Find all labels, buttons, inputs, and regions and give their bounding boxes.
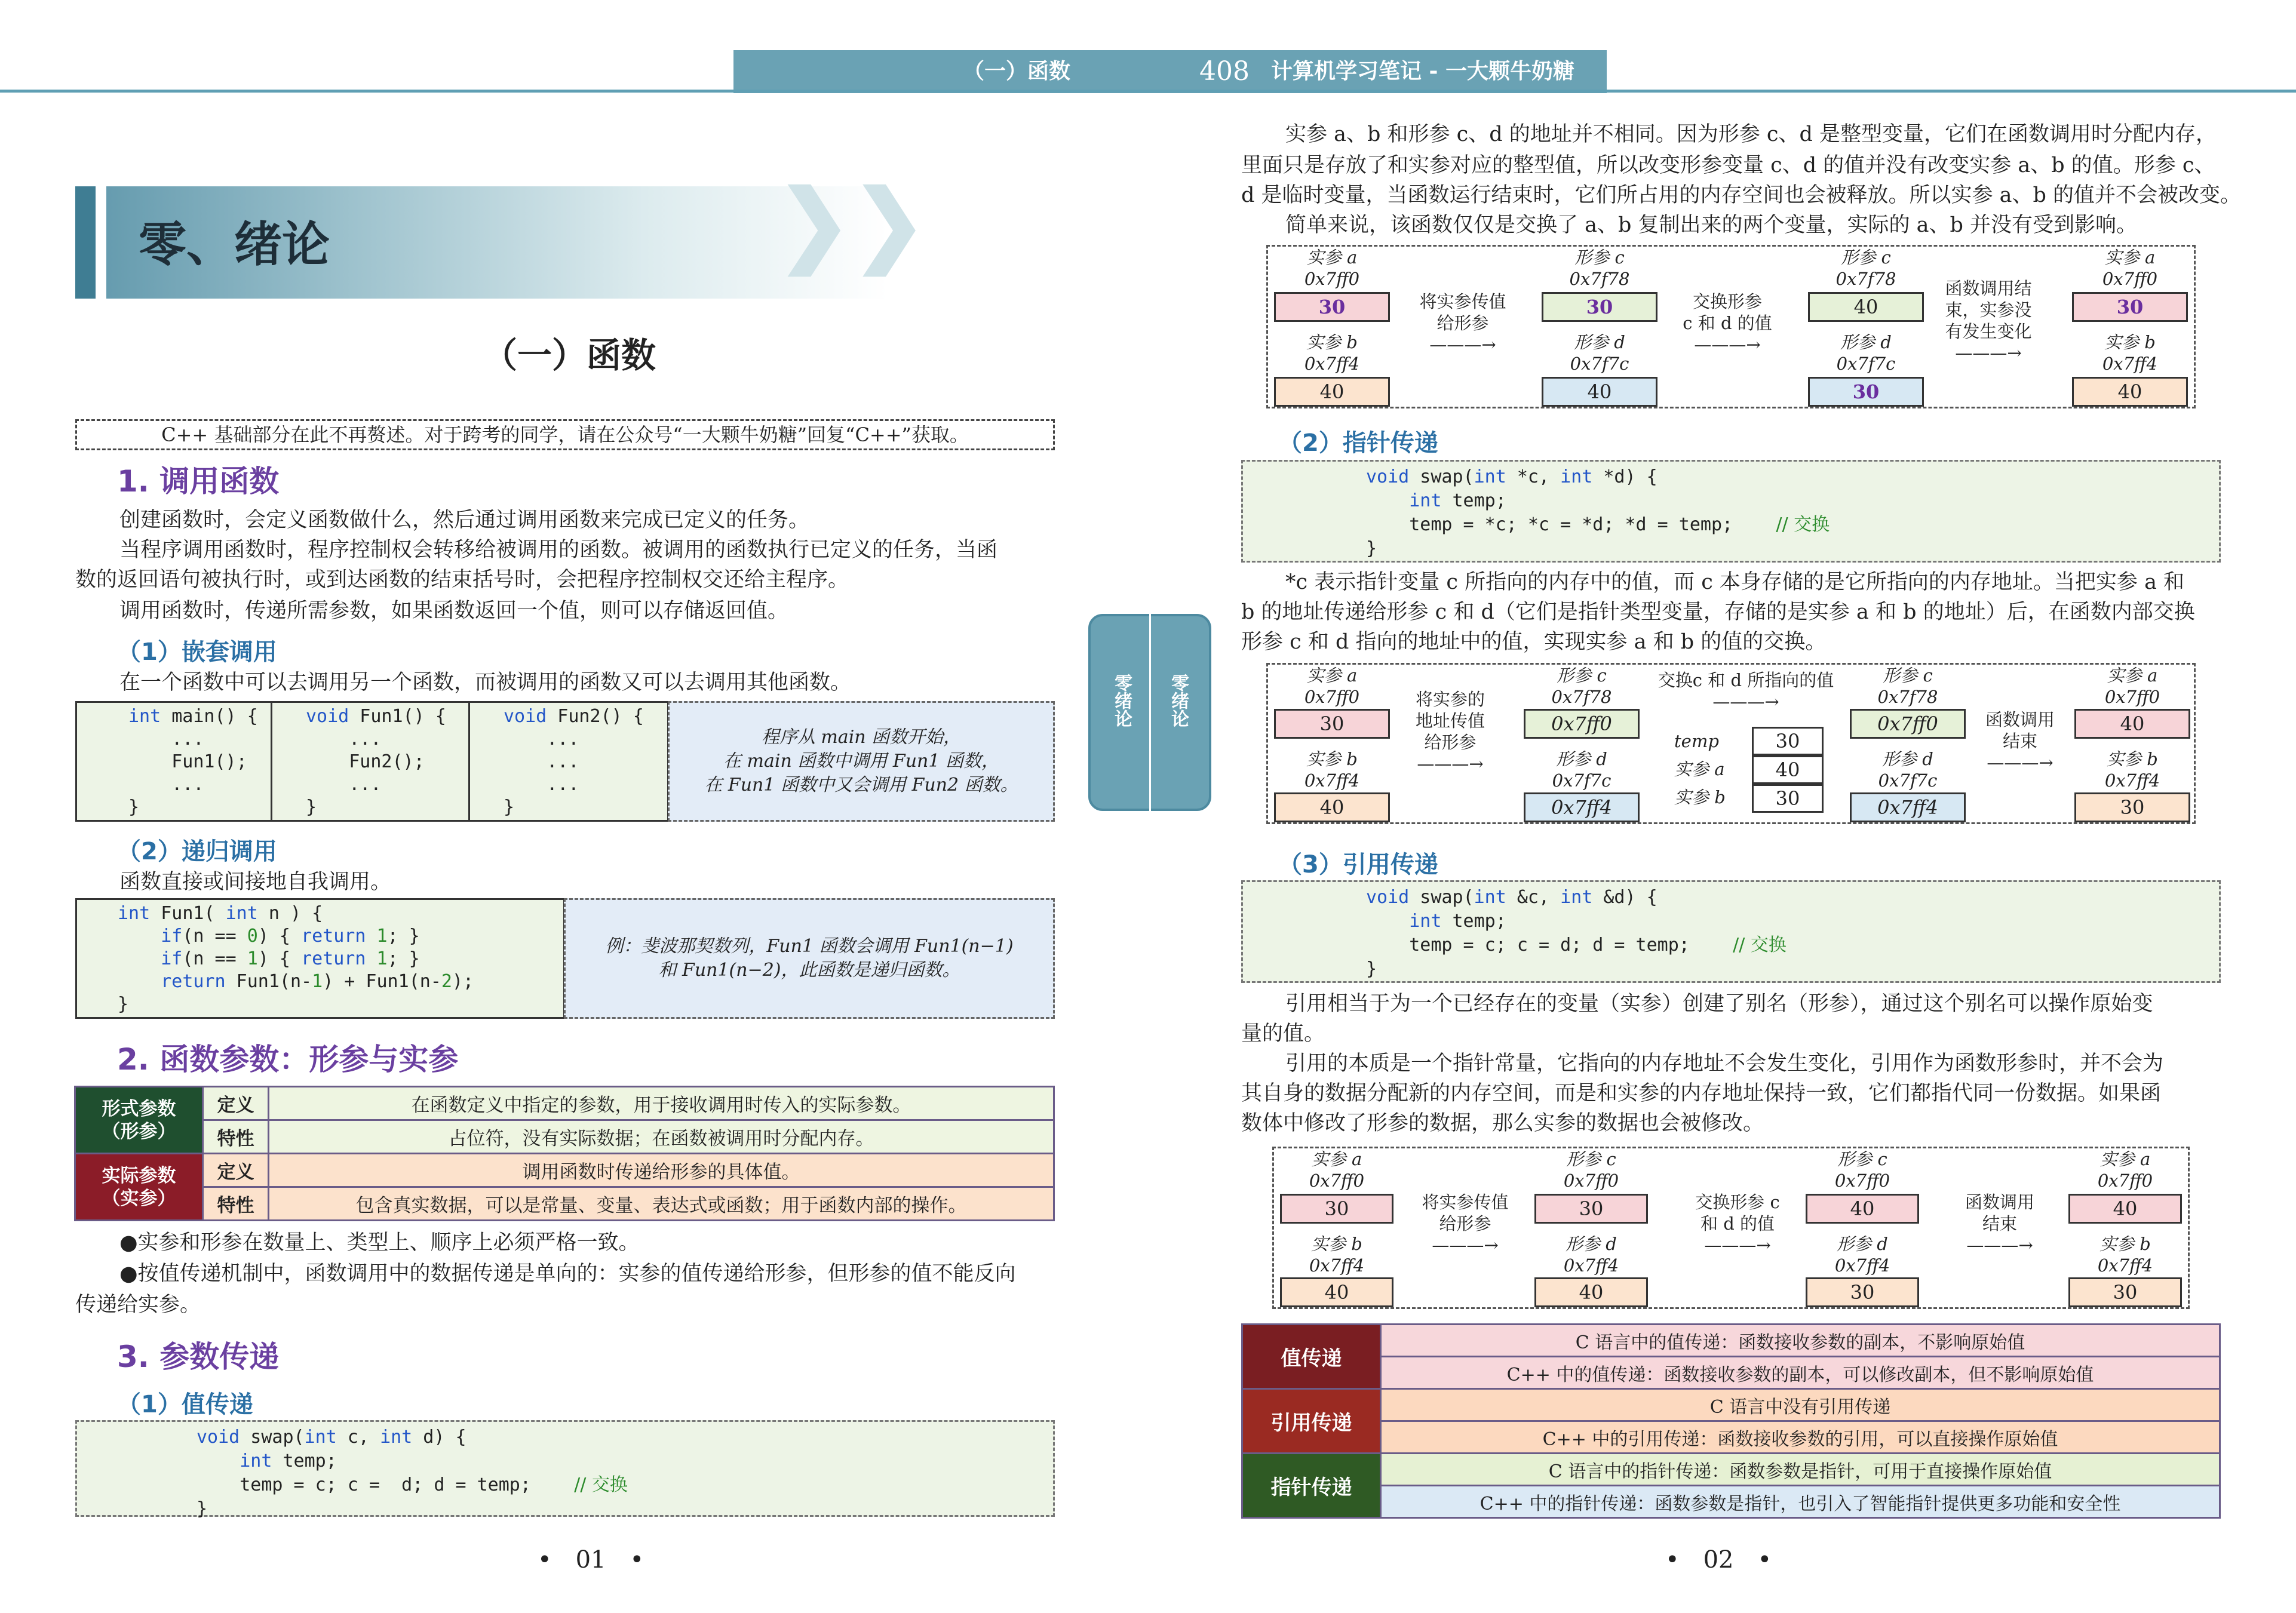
paragraph: 其自身的数据分配新的内存空间，而是和实参的内存地址保持一致，它们都指代同一份数据。如果函 xyxy=(1241,1082,2162,1105)
label-a xyxy=(1280,1148,1393,1191)
summary-table xyxy=(1241,1323,2221,1519)
step-text xyxy=(1678,1191,1797,1256)
arrow-icon: ———→ xyxy=(1712,692,1779,712)
paragraph: 形参 c 和 d 指向的地址中的值，实现实参 a 和 b 的值的交换。 xyxy=(1241,630,1827,654)
info-line: 程序从 main 函数开始， xyxy=(761,727,962,748)
value-box: 30 xyxy=(1280,1194,1393,1224)
value-box: 40 xyxy=(1806,1194,1919,1224)
info-line: 在 main 函数中调用 Fun1 函数， xyxy=(723,751,999,772)
section-title: （一）函数 xyxy=(483,335,656,376)
value-box: 30 xyxy=(1274,709,1390,739)
page-number-left: • 01 • xyxy=(538,1546,644,1574)
t: 0x7ff0 xyxy=(2102,269,2158,289)
t: 实参 a xyxy=(2107,665,2158,686)
t: 将实参传值 xyxy=(1419,291,1506,312)
t: 0x7ff0 xyxy=(1304,687,1360,707)
paragraph: 在一个函数中可以去调用另一个函数，而被调用的函数又可以去调用其他函数。 xyxy=(119,671,852,695)
summary-label-pointer: 指针传递 xyxy=(1242,1454,1381,1518)
code-value-swap: void swap(int c, int d) { int temp; temp = c; c = d; d = temp; // 交换 } xyxy=(75,1420,1055,1517)
t: 函数调用 xyxy=(1965,1192,2034,1212)
code-comment: // 交换 xyxy=(574,1474,628,1495)
t: 形参 c xyxy=(1883,665,1933,686)
actual-param-label xyxy=(75,1154,203,1221)
t: 0x7ff0 xyxy=(1563,1170,1619,1191)
label-a xyxy=(2074,665,2190,708)
t: 0x7ff4 xyxy=(1563,1255,1619,1276)
value-box: 0x7ff4 xyxy=(1850,792,1966,822)
label-b xyxy=(1280,1233,1393,1276)
header-page-number: 408 xyxy=(1199,56,1250,87)
label-c xyxy=(1524,665,1640,708)
label-d xyxy=(1524,748,1640,791)
step-text xyxy=(1397,291,1528,355)
value-box: 30 xyxy=(2068,1277,2182,1307)
t: 0x7ff0 xyxy=(1834,1170,1890,1191)
value-box: 40 xyxy=(2074,709,2190,739)
paragraph: 量的值。 xyxy=(1241,1022,1325,1046)
arrow-icon: ———→ xyxy=(1704,1235,1771,1255)
t: 交换c 和 d 所指向的值 xyxy=(1657,670,1834,690)
reference-passing-diagram xyxy=(1272,1147,2190,1309)
t: 形参 d xyxy=(1556,749,1607,769)
summary-label-reference: 引用传递 xyxy=(1242,1389,1381,1454)
t: 0x7ff0 xyxy=(2097,1170,2153,1191)
summary-cell: C 语言中的指针传递：函数参数是指针，可用于直接操作原始值 xyxy=(1381,1454,2220,1486)
t: 0x7f78 xyxy=(1569,269,1630,289)
label-d xyxy=(1534,1233,1648,1276)
t: 形参 c xyxy=(1837,1149,1887,1169)
value-box: 40 xyxy=(1542,377,1657,407)
arrow-icon: ———→ xyxy=(1429,334,1496,355)
actual-def: 调用函数时传递给形参的具体值。 xyxy=(269,1154,1054,1187)
t: 实参 a xyxy=(1311,1149,1362,1169)
paragraph: 传递给实参。 xyxy=(75,1293,201,1317)
t: 给形参 xyxy=(1436,313,1489,333)
t: 将实参传值 xyxy=(1422,1192,1509,1212)
formal-param-label xyxy=(75,1087,203,1154)
header-line xyxy=(0,90,2296,93)
step-text xyxy=(1399,1191,1531,1256)
t: 0x7ff4 xyxy=(1304,354,1360,374)
summary-cell: C 语言中的值传递：函数接收参数的副本，不影响原始值 xyxy=(1381,1325,2220,1357)
arrow-icon: ———→ xyxy=(1966,1235,2033,1255)
t: 0x7ff0 xyxy=(1304,269,1360,289)
paragraph: 调用函数时，传递所需参数，如果函数返回一个值，则可以存储返回值。 xyxy=(119,599,789,623)
t: 实参 b xyxy=(2104,332,2156,352)
parameter-table xyxy=(74,1086,1055,1221)
t: 函数调用结 xyxy=(1945,278,2032,299)
t: 形参 d xyxy=(1574,332,1625,352)
a-label: 实参 a xyxy=(1674,759,1725,779)
value-box: 30 xyxy=(2072,292,2188,322)
label-c xyxy=(1808,247,1924,290)
t: 0x7ff4 xyxy=(2102,354,2158,374)
t: 形参 c xyxy=(1557,665,1607,686)
label-line: （形参） xyxy=(102,1120,176,1142)
label-c xyxy=(1542,247,1657,290)
arrow-icon: ———→ xyxy=(1987,752,2053,773)
t: 0x7f7c xyxy=(1570,354,1629,374)
label-a xyxy=(2068,1148,2182,1191)
label-c xyxy=(1850,665,1966,708)
paragraph: 里面只是存放了和实参对应的整型值，所以改变形参变量 c、d 的值并没有改变实参 a、b 的值。形参 c、 xyxy=(1241,153,2215,177)
chapter-title: 零、绪论 xyxy=(139,216,330,272)
label-c xyxy=(1534,1148,1648,1191)
paragraph: d 是临时变量，当函数运行结束时，它们所占用的内存空间也会被释放。所以实参 a、b 的值并不会被改变。 xyxy=(1241,183,2242,207)
label-d xyxy=(1808,331,1924,374)
tab-label-left: 零绪论 xyxy=(1111,674,1132,727)
t: 0x7ff0 xyxy=(2104,687,2160,707)
t: 0x7ff4 xyxy=(1304,770,1360,791)
t: 形参 c xyxy=(1574,247,1625,268)
heading-pointer-passing: （2）指针传递 xyxy=(1278,429,1438,457)
t: 0x7f7c xyxy=(1552,770,1612,791)
t: 实参 b xyxy=(2099,1234,2151,1254)
value-box: 40 xyxy=(1274,792,1390,822)
heading-reference-passing: （3）引用传递 xyxy=(1278,851,1438,878)
header-section: （一）函数 xyxy=(963,59,1071,84)
t: 实参 b xyxy=(1306,749,1358,769)
info-line: 例：斐波那契数列，Fun1 函数会调用 Fun1(n−1) xyxy=(605,936,1014,957)
bullet: ●按值传递机制中，函数调用中的数据传递是单向的：实参的值传递给形参，但形参的值不能反向 xyxy=(119,1262,1016,1286)
paragraph: 函数直接或间接地自我调用。 xyxy=(119,870,392,894)
info-line: 和 Fun1(n−2)，此函数是递归函数。 xyxy=(658,960,960,981)
code-reference-swap: void swap(int &c, int &d) { int temp; temp = c; c = d; d = temp; // 交换 } xyxy=(1241,880,2221,983)
paragraph: 数的返回语句被执行时，或到达函数的结束括号时，会把程序控制权交还给主程序。 xyxy=(75,568,849,592)
t: 0x7f78 xyxy=(1877,687,1938,707)
paragraph: 引用相当于为一个已经存在的变量（实参）创建了别名（形参），通过这个别名可以操作原始变 xyxy=(1285,992,2153,1016)
temp-value: 30 xyxy=(1752,727,1824,755)
arrow-icon: ———→ xyxy=(1417,754,1484,774)
summary-cell: C++ 中的引用传递：函数接收参数的引用，可以直接操作原始值 xyxy=(1381,1421,2220,1454)
label-b xyxy=(2068,1233,2182,1276)
def-label: 定义 xyxy=(203,1087,269,1120)
title-band-strip xyxy=(75,186,96,299)
step-text xyxy=(1930,278,2047,364)
step-text xyxy=(1949,1191,2051,1256)
value-box: 30 xyxy=(2074,792,2190,822)
value-box: 30 xyxy=(1534,1194,1648,1224)
t: 实参 b xyxy=(2107,749,2158,769)
code-comment: // 交换 xyxy=(1776,514,1830,535)
t: 形参 c xyxy=(1841,247,1891,268)
t: 将实参的 xyxy=(1415,689,1485,709)
def-label: 定义 xyxy=(203,1154,269,1187)
intro-note: C++ 基础部分在此不再赘述。对于跨考的同学，请在公众号“一大颗牛奶糖”回复“C++”获取。 xyxy=(75,419,1055,450)
b-label: 实参 b xyxy=(1674,787,1726,807)
label-b xyxy=(2072,331,2188,374)
step-text xyxy=(1665,291,1790,355)
t: 形参 d xyxy=(1837,1234,1888,1254)
label-c xyxy=(1806,1148,1919,1191)
t: 0x7f78 xyxy=(1551,687,1612,707)
value-box: 0x7ff4 xyxy=(1524,792,1640,822)
paragraph: 简单来说，该函数仅仅是交换了 a、b 复制出来的两个变量，实际的 a、b 并没有受到影响。 xyxy=(1285,213,2138,237)
t: 实参 b xyxy=(1306,332,1358,352)
t: 形参 d xyxy=(1840,332,1892,352)
value-passing-diagram xyxy=(1266,245,2196,408)
label-a xyxy=(2072,247,2188,290)
step-text xyxy=(1975,709,2065,773)
pointer-passing-diagram xyxy=(1266,663,2196,824)
label-d xyxy=(1542,331,1657,374)
tab-divider xyxy=(1149,614,1151,811)
value-box: 30 xyxy=(1542,292,1657,322)
t: 地址传值 xyxy=(1415,711,1485,731)
t: 有发生变化 xyxy=(1945,321,2032,342)
value-box: 40 xyxy=(2068,1194,2182,1224)
paragraph: 实参 a、b 和形参 c、d 的地址并不相同。因为形参 c、d 是整型变量，它们在函数调用时分配内存， xyxy=(1285,122,2217,146)
label-b xyxy=(1274,748,1390,791)
trait-label: 特性 xyxy=(203,1187,269,1221)
value-box: 40 xyxy=(1534,1277,1648,1307)
value-box: 30 xyxy=(1808,377,1924,407)
paragraph: 创建函数时，会定义函数做什么，然后通过调用函数来完成已定义的任务。 xyxy=(119,508,810,532)
label-a xyxy=(1274,665,1390,708)
t: 和 d 的值 xyxy=(1700,1213,1775,1234)
t: 函数调用 xyxy=(1985,709,2055,730)
step-text xyxy=(1644,669,1847,712)
t: 形参 d xyxy=(1882,749,1933,769)
summary-cell: C 语言中没有引用传递 xyxy=(1381,1389,2220,1421)
label-d xyxy=(1850,748,1966,791)
t: 交换形参 xyxy=(1692,291,1762,312)
summary-cell: C++ 中的指针传递：函数参数是指针，也引入了智能指针提供更多功能和安全性 xyxy=(1381,1486,2220,1518)
page-number-right: • 02 • xyxy=(1665,1546,1772,1574)
value-box: 40 xyxy=(1274,377,1390,407)
bullet: ●实参和形参在数量上、类型上、顺序上必须严格一致。 xyxy=(119,1231,640,1255)
value-box: 0x7ff0 xyxy=(1524,709,1640,739)
label-line: 实际参数 xyxy=(102,1165,176,1187)
label-b xyxy=(1274,331,1390,374)
label-a xyxy=(1274,247,1390,290)
paragraph: *c 表示指针变量 c 所指向的内存中的值，而 c 本身存储的是它所指向的内存地址。当把实参 a 和 xyxy=(1285,570,2185,594)
code-main: int main() { ... Fun1(); ... } xyxy=(75,701,272,822)
arrow-icon: ———→ xyxy=(1955,343,2022,363)
code-fun1: void Fun1() { ... Fun2(); ... } xyxy=(271,701,470,822)
value-box: 40 xyxy=(1280,1277,1393,1307)
t: 交换形参 c xyxy=(1695,1192,1780,1212)
step-text xyxy=(1399,689,1501,775)
info-line: 在 Fun1 函数中又会调用 Fun2 函数。 xyxy=(704,775,1018,795)
t: 实参 a xyxy=(2104,247,2156,268)
t: 0x7f7c xyxy=(1836,354,1896,374)
value-box: 40 xyxy=(2072,377,2188,407)
t: 结束 xyxy=(1982,1213,2017,1234)
value-box: 30 xyxy=(1274,292,1390,322)
t: 0x7ff4 xyxy=(2104,770,2160,791)
t: 给形参 xyxy=(1424,732,1477,752)
formal-def: 在函数定义中指定的参数，用于接收调用时传入的实际参数。 xyxy=(269,1087,1054,1120)
label-line: （实参） xyxy=(102,1187,176,1209)
t: 形参 c xyxy=(1566,1149,1616,1169)
t: 0x7ff0 xyxy=(1309,1170,1365,1191)
header-book-title: 计算机学习笔记 - 一大颗牛奶糖 xyxy=(1271,59,1575,84)
paragraph: 引用的本质是一个指针常量，它指向的内存地址不会发生变化，引用作为函数形参时，并不会为 xyxy=(1285,1052,2164,1076)
arrow-icon: ———→ xyxy=(1432,1235,1499,1255)
t: 0x7ff4 xyxy=(2097,1255,2153,1276)
summary-cell: C++ 中的值传递：函数接收参数的副本，可以修改副本，但不影响原始值 xyxy=(1381,1357,2220,1389)
t: 0x7f7c xyxy=(1878,770,1938,791)
paragraph: 数体中修改了形参的数据，那么实参的数据也会被修改。 xyxy=(1241,1111,1764,1135)
t: 结束 xyxy=(2002,731,2037,751)
code-pointer-swap: void swap(int *c, int *d) { int temp; temp = *c; *c = *d; *d = temp; // 交换 } xyxy=(1241,460,2221,563)
heading-call-function: 1. 调用函数 xyxy=(117,464,280,499)
actual-trait: 包含真实数据，可以是常量、变量、表达式或函数；用于函数内部的操作。 xyxy=(269,1187,1054,1221)
arrow-icon: ———→ xyxy=(1694,334,1761,355)
t: 实参 a xyxy=(1306,247,1358,268)
value-box: 40 xyxy=(1808,292,1924,322)
heading-passing: 3. 参数传递 xyxy=(117,1339,280,1374)
t: 0x7ff4 xyxy=(1834,1255,1890,1276)
a-value: 40 xyxy=(1752,755,1824,784)
t: c 和 d 的值 xyxy=(1683,313,1772,333)
t: 0x7f78 xyxy=(1835,269,1896,289)
t: 实参 b xyxy=(1311,1234,1362,1254)
label-line: 形式参数 xyxy=(102,1098,176,1120)
code-recursion: int Fun1( int n ) { if(n == 0) { return 1; } if(n == 1) { return 1; } return Fun1(n-1) + Fun1(n-2); } xyxy=(75,898,565,1019)
heading-nested-call: （1）嵌套调用 xyxy=(117,638,277,666)
tab-label-right: 零绪论 xyxy=(1168,674,1189,727)
code-fun2: void Fun2() { ... ... ... } xyxy=(468,701,669,822)
value-box: 0x7ff0 xyxy=(1850,709,1966,739)
t: 实参 a xyxy=(1306,665,1358,686)
label-b xyxy=(2074,748,2190,791)
label-d xyxy=(1806,1233,1919,1276)
summary-label-value: 值传递 xyxy=(1242,1325,1381,1389)
t: 形参 d xyxy=(1566,1234,1617,1254)
trait-label: 特性 xyxy=(203,1120,269,1154)
t: 束，实参没 xyxy=(1945,300,2032,320)
temp-label: temp xyxy=(1674,731,1719,751)
recursion-explanation xyxy=(564,898,1055,1019)
formal-trait: 占位符，没有实际数据；在函数被调用时分配内存。 xyxy=(269,1120,1054,1154)
heading-value-passing: （1）值传递 xyxy=(117,1391,253,1418)
t: 实参 a xyxy=(2099,1149,2151,1169)
heading-parameters: 2. 函数参数：形参与实参 xyxy=(117,1042,459,1077)
paragraph: b 的地址传递给形参 c 和 d（它们是指针类型变量，存储的是实参 a 和 b 的地址）后，在函数内部交换 xyxy=(1241,600,2195,624)
t: 给形参 xyxy=(1439,1213,1491,1234)
title-band-gap xyxy=(96,186,106,299)
heading-recursive-call: （2）递归调用 xyxy=(117,838,277,865)
t: 0x7ff4 xyxy=(1309,1255,1365,1276)
value-box: 30 xyxy=(1806,1277,1919,1307)
code-comment: // 交换 xyxy=(1733,935,1787,955)
paragraph: 当程序调用函数时，程序控制权会转移给被调用的函数。被调用的函数执行已定义的任务，当函 xyxy=(119,538,998,562)
nested-call-explanation xyxy=(668,701,1055,822)
chevron-decoration-icon: ❯❯ xyxy=(776,170,927,275)
b-value: 30 xyxy=(1752,784,1824,813)
